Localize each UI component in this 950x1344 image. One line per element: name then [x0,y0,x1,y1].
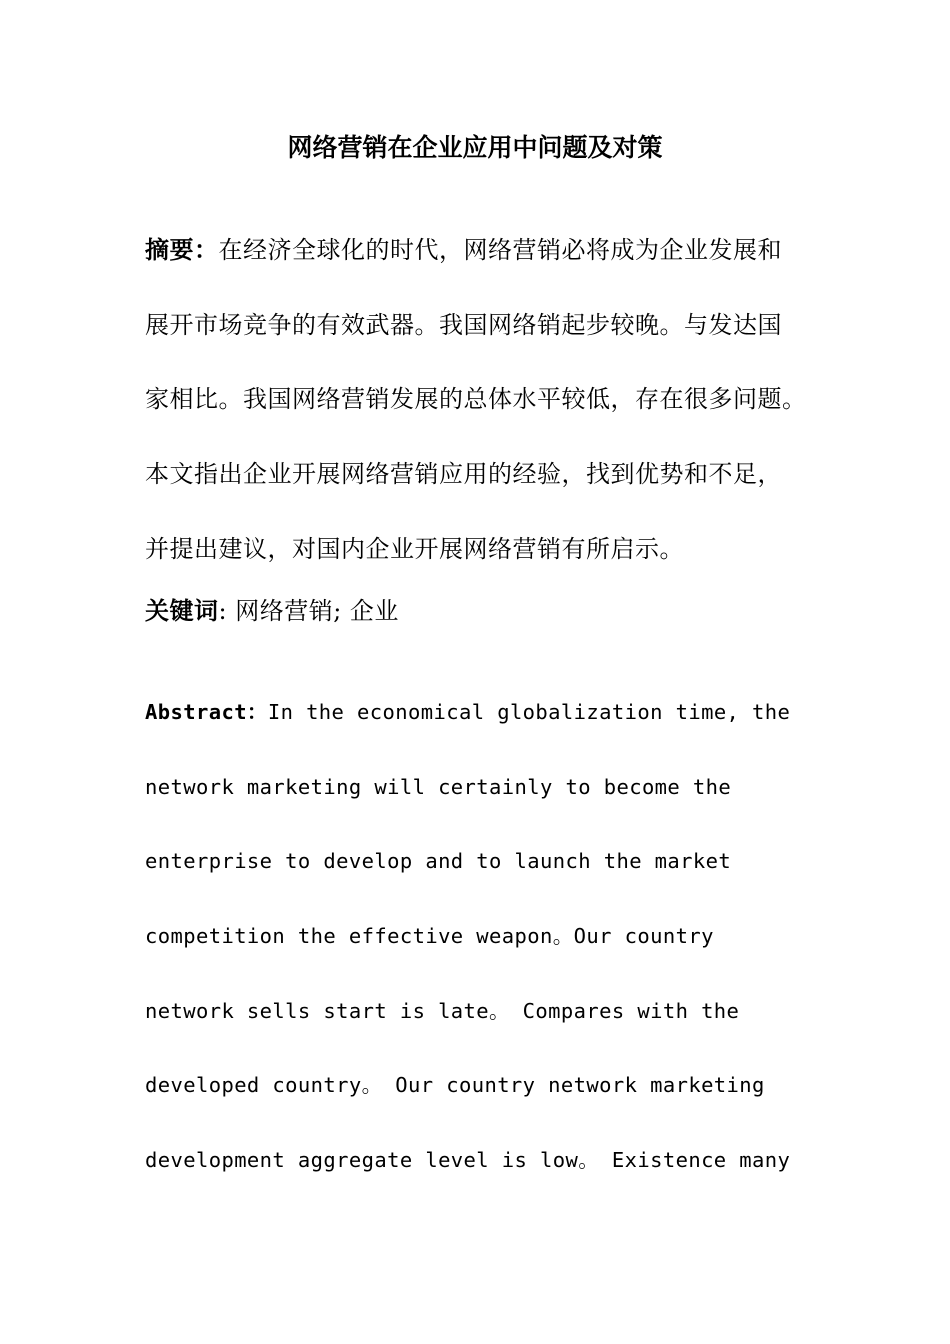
document-title: 网络营销在企业应用中问题及对策 [287,133,663,162]
abstract-en-text: In the economical globalization time, the [267,700,791,724]
abstract-cn-line-1 [145,230,782,270]
abstract-en-line-1 [145,694,790,730]
keywords-line [145,591,399,631]
abstract-cn-text: 在经济全球化的时代，网络营销必将成为企业发展和 [218,236,782,264]
abstract-en-line-2: network marketing will certainly to become the [145,775,732,799]
abstract-en-line-7: development aggregate level is low。 Existence many [145,1148,791,1172]
abstract-cn-line-4: 本文指出企业开展网络营销应用的经验，找到优势和不足， [145,460,782,488]
abstract-cn-line-5: 并提出建议，对国内企业开展网络营销有所启示。 [145,535,684,563]
keywords-label: 关键词 [145,597,219,625]
abstract-en-line-3: enterprise to develop and to launch the market [145,849,732,873]
abstract-en-label: Abstract： [145,700,268,724]
abstract-cn-line-3: 家相比。我国网络营销发展的总体水平较低，存在很多问题。 [145,385,807,413]
abstract-cn-line-2: 展开市场竞争的有效武器。我国网络销起步较晚。与发达国 [145,311,782,339]
abstract-en-line-5: network sells start is late。 Compares with the [145,999,740,1023]
abstract-cn-label: 摘要： [145,236,219,264]
keywords-text: : 网络营销; 企业 [218,597,399,625]
abstract-en-line-4: competition the effective weapon。Our country [145,924,714,948]
abstract-en-line-6: developed country。 Our country network marketing [145,1073,765,1097]
